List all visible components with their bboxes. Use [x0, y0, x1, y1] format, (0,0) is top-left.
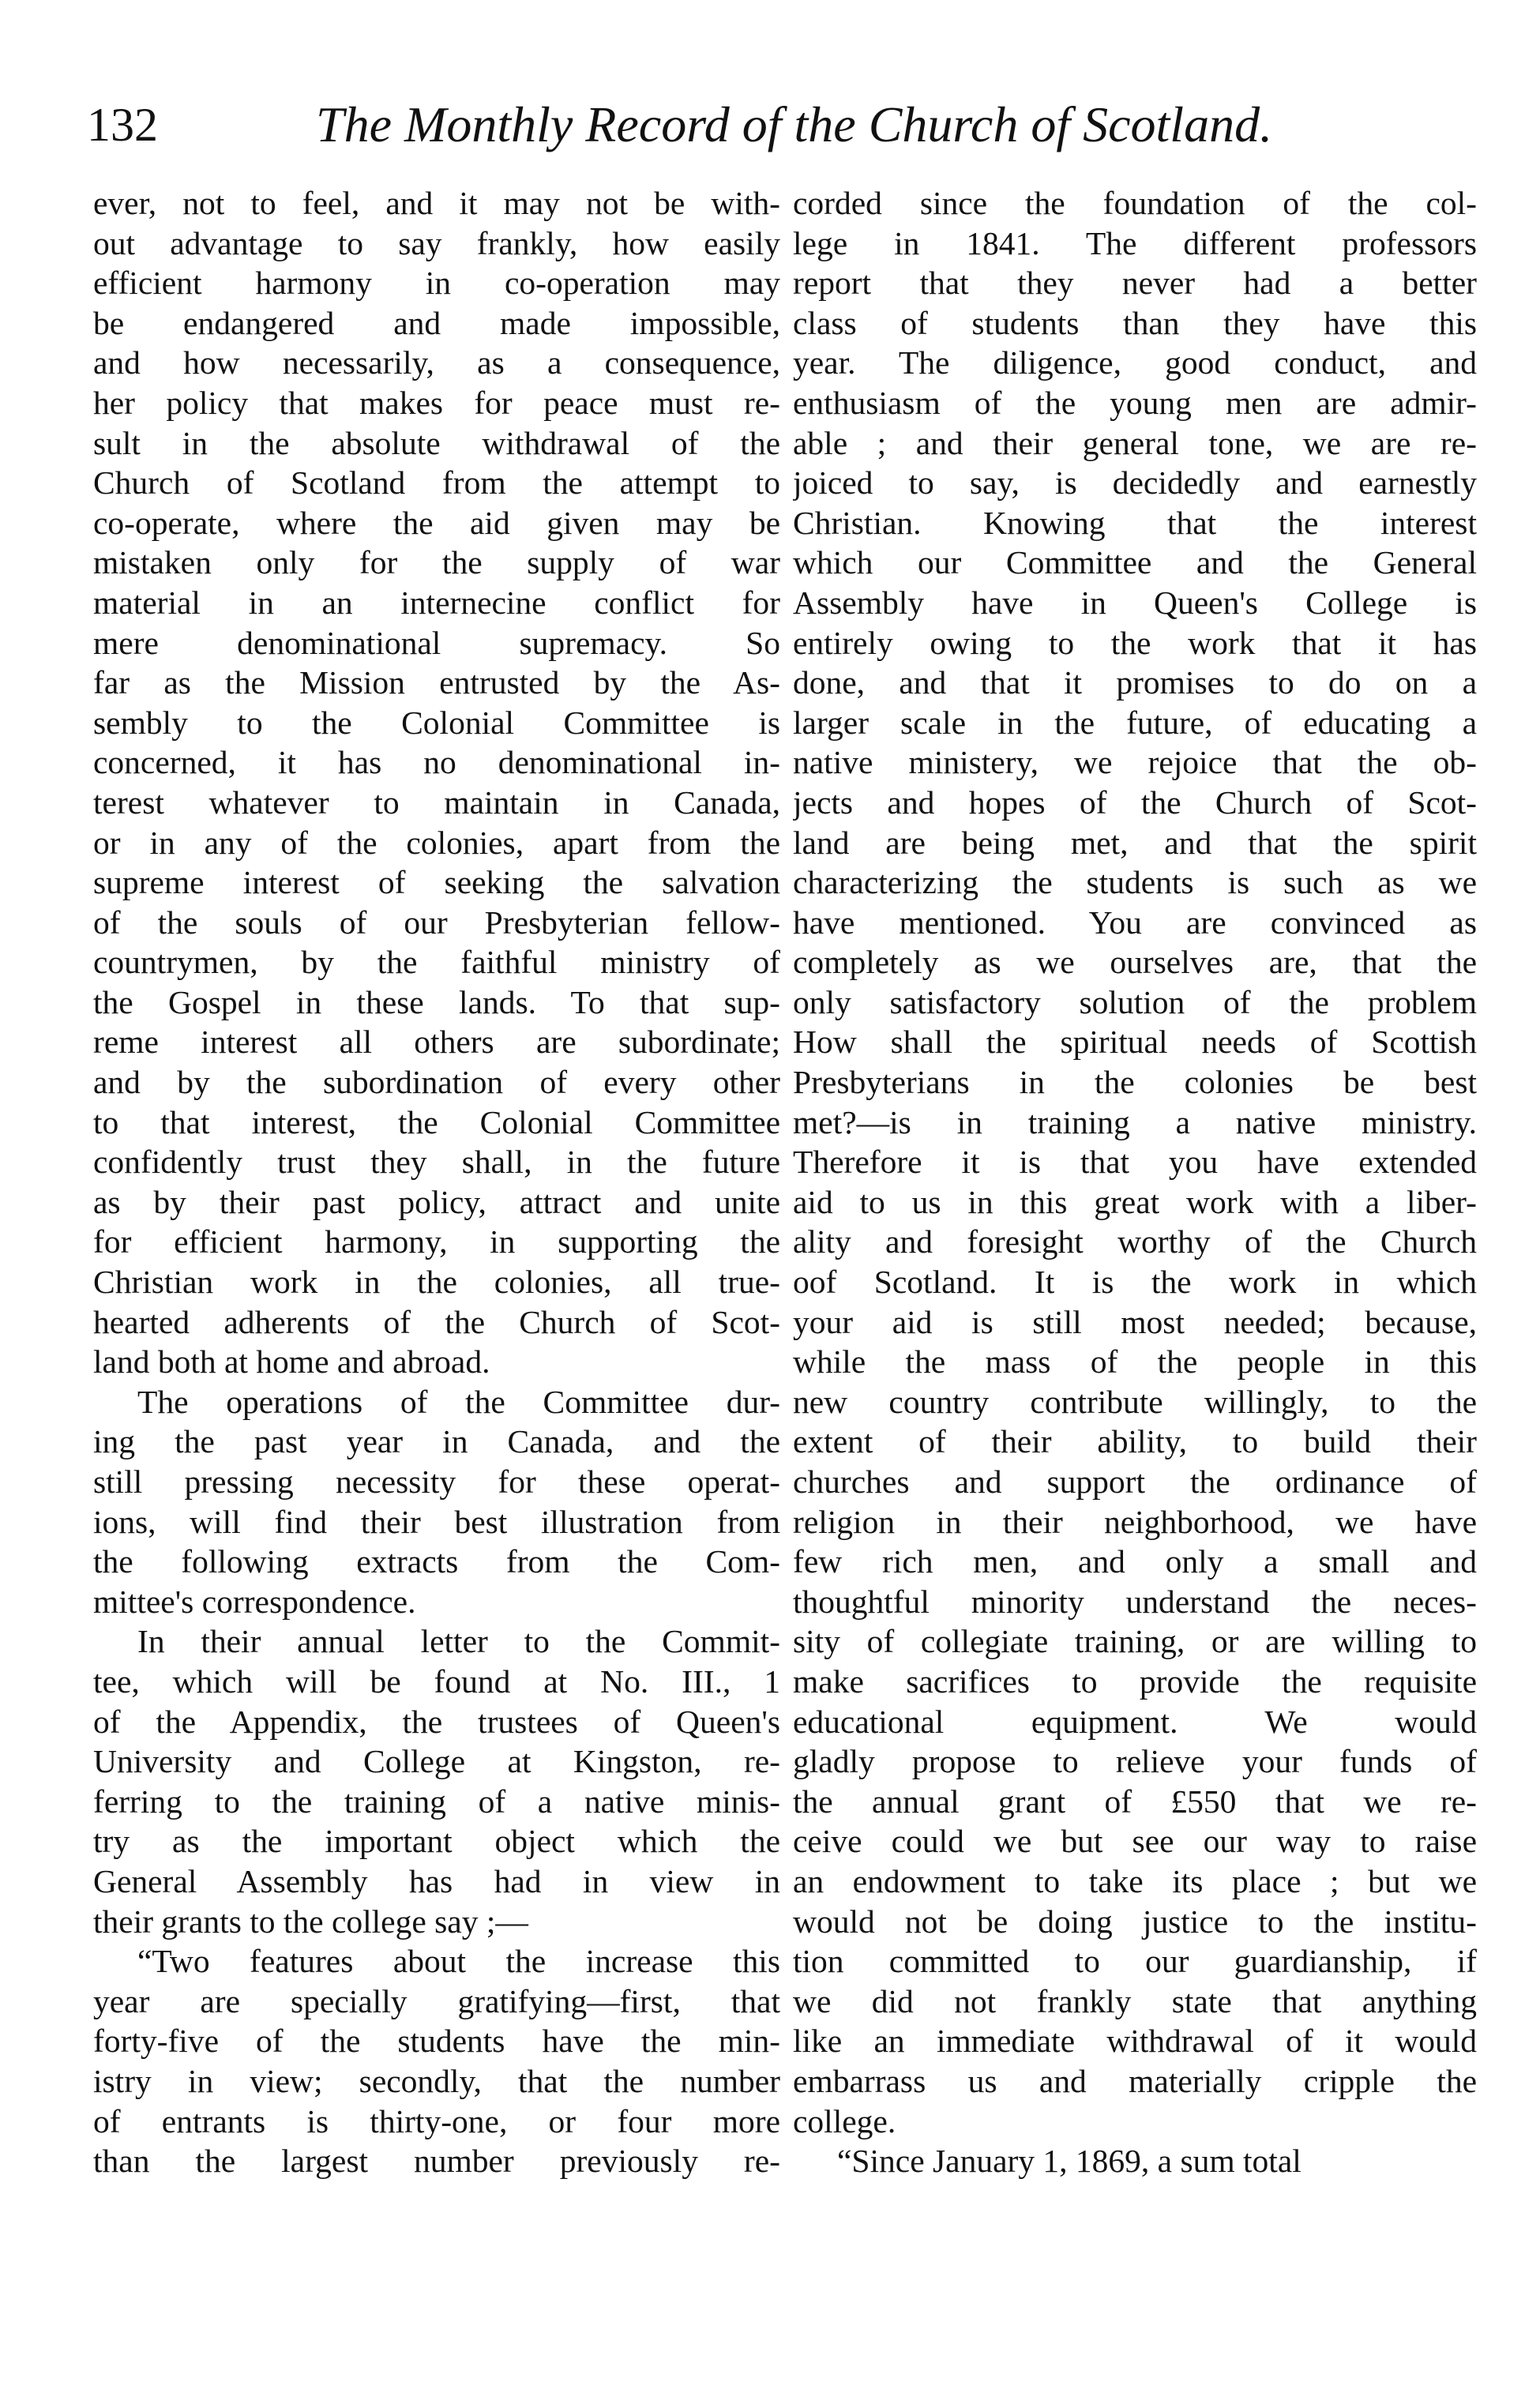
text-line: confidently trust they shall, in the future — [93, 1144, 780, 1181]
text-line: have mentioned. You are convinced as — [793, 903, 1477, 941]
text-line: Christian work in the colonies, all true- — [93, 1264, 780, 1301]
text-line: aid to us in this great work with a liber- — [793, 1183, 1477, 1220]
text-line: efficient harmony in co-operation may — [93, 265, 780, 302]
text-line: mere denominational supremacy. So — [93, 624, 780, 661]
text-line: ality and foresight worthy of the Church — [793, 1223, 1477, 1260]
text-line: “Two features about the increase this — [137, 1943, 780, 1980]
text-line: and how necessarily, as a consequence, — [93, 344, 780, 381]
text-line: year. The diligence, good conduct, and — [793, 344, 1477, 381]
text-line: while the mass of the people in this — [793, 1343, 1477, 1381]
text-line: educational equipment. We would — [793, 1703, 1477, 1740]
text-line: mittee's correspondence. — [93, 1583, 416, 1620]
text-line: sembly to the Colonial Committee is — [93, 704, 780, 741]
text-line: class of students than they have this — [793, 304, 1477, 341]
text-line: churches and support the ordinance of — [793, 1463, 1477, 1500]
text-line: still pressing necessity for these operat- — [93, 1463, 780, 1500]
text-line: Church of Scotland from the attempt to — [93, 464, 780, 502]
text-line: would not be doing justice to the institu- — [793, 1903, 1477, 1940]
text-line: “Since January 1, 1869, a sum total — [837, 2143, 1301, 2180]
text-line: religion in their neighborhood, we have — [793, 1503, 1477, 1540]
text-line: college. — [793, 2102, 896, 2139]
text-line: their grants to the college say ;— — [93, 1903, 528, 1940]
text-line: corded since the foundation of the col- — [793, 185, 1477, 221]
text-line: oof Scotland. It is the work in which — [793, 1264, 1477, 1301]
text-line: like an immediate withdrawal of it would — [793, 2023, 1477, 2060]
text-line: of the Appendix, the trustees of Queen's — [93, 1703, 780, 1740]
text-line: Assembly have in Queen's College is — [793, 584, 1477, 621]
text-line: sult in the absolute withdrawal of the — [93, 424, 780, 461]
text-line: extent of their ability, to build their — [793, 1423, 1477, 1460]
text-line: Therefore it is that you have extended — [793, 1144, 1477, 1181]
text-line: an endowment to take its place ; but we — [793, 1862, 1477, 1899]
running-head — [87, 93, 1461, 164]
text-line: reme interest all others are subordinate; — [93, 1024, 780, 1061]
text-line: thoughtful minority understand the neces- — [793, 1583, 1477, 1620]
text-line: How shall the spiritual needs of Scottish — [793, 1024, 1477, 1061]
text-line: her policy that makes for peace must re- — [93, 384, 780, 421]
text-line: only satisfactory solution of the problem — [793, 983, 1477, 1020]
text-line: new country contribute willingly, to the — [793, 1383, 1477, 1420]
text-line: try as the important object which the — [93, 1823, 780, 1860]
text-line: the annual grant of £550 that we re- — [793, 1783, 1477, 1820]
text-line: ceive could we but see our way to raise — [793, 1823, 1477, 1860]
text-line: or in any of the colonies, apart from the — [93, 824, 780, 861]
text-line: tee, which will be found at No. III., 1 — [93, 1662, 780, 1700]
text-line: General Assembly has had in view in — [93, 1862, 780, 1899]
text-line: terest whatever to maintain in Canada, — [93, 783, 780, 821]
text-line: ing the past year in Canada, and the — [93, 1423, 780, 1460]
text-line: as by their past policy, attract and unite — [93, 1183, 780, 1220]
text-line: done, and that it promises to do on a — [793, 664, 1477, 701]
text-line: co-operate, where the aid given may be — [93, 504, 780, 541]
text-line: supreme interest of seeking the salvation — [93, 864, 780, 901]
text-line: characterizing the students is such as we — [793, 864, 1477, 901]
text-line: land are being met, and that the spirit — [793, 824, 1477, 861]
text-line: land both at home and abroad. — [93, 1343, 490, 1381]
text-line: met?—is in training a native ministry. — [793, 1103, 1477, 1140]
text-line: few rich men, and only a small and — [793, 1543, 1477, 1580]
text-line: University and College at Kingston, re- — [93, 1743, 780, 1780]
text-line: ions, will find their best illustration from — [93, 1503, 780, 1540]
text-line: Christian. Knowing that the interest — [793, 504, 1477, 541]
text-line: countrymen, by the faithful ministry of — [93, 944, 780, 981]
text-line: tion committed to our guardianship, if — [793, 1943, 1477, 1980]
text-line: make sacrifices to provide the requisite — [793, 1662, 1477, 1700]
left-column — [93, 183, 780, 2181]
text-line: than the largest number previously re- — [93, 2143, 780, 2180]
text-line: material in an internecine conflict for — [93, 584, 780, 621]
text-line: sity of collegiate training, or are willing to — [793, 1623, 1477, 1660]
text-line: hearted adherents of the Church of Scot- — [93, 1303, 780, 1340]
text-line: completely as we ourselves are, that the — [793, 944, 1477, 981]
text-line: to that interest, the Colonial Committee — [93, 1103, 780, 1140]
text-line: the following extracts from the Com- — [93, 1543, 780, 1580]
text-line: lege in 1841. The different professors — [793, 224, 1477, 261]
text-line: which our Committee and the General — [793, 544, 1477, 581]
text-line: ferring to the training of a native minis- — [93, 1783, 780, 1820]
text-line: of the souls of our Presbyterian fellow- — [93, 903, 780, 941]
right-column — [793, 183, 1477, 2181]
running-title: The Monthly Record of the Church of Scotland. — [316, 96, 1273, 152]
text-line: year are specially gratifying—first, that — [93, 1982, 780, 2019]
text-line: out advantage to say frankly, how easily — [93, 224, 780, 261]
text-line: joiced to say, is decidedly and earnestly — [793, 464, 1477, 502]
text-line: able ; and their general tone, we are re- — [793, 424, 1477, 461]
text-line: we did not frankly state that anything — [793, 1982, 1477, 2019]
text-line: for efficient harmony, in supporting the — [93, 1223, 780, 1260]
text-line: report that they never had a better — [793, 265, 1477, 302]
text-line: native ministery, we rejoice that the ob- — [793, 744, 1477, 781]
text-line: larger scale in the future, of educating a — [793, 704, 1477, 741]
text-line: the Gospel in these lands. To that sup- — [93, 983, 780, 1020]
text-line: forty-five of the students have the min- — [93, 2023, 780, 2060]
text-line: jects and hopes of the Church of Scot- — [793, 783, 1477, 821]
text-line: far as the Mission entrusted by the As- — [93, 664, 780, 701]
text-line: enthusiasm of the young men are admir- — [793, 384, 1477, 421]
text-line: ever, not to feel, and it may not be with- — [93, 185, 780, 221]
text-line: In their annual letter to the Commit- — [137, 1623, 780, 1660]
page-number: 132 — [87, 99, 158, 151]
text-line: and by the subordination of every other — [93, 1064, 780, 1101]
text-line: gladly propose to relieve your funds of — [793, 1743, 1477, 1780]
text-line: of entrants is thirty-one, or four more — [93, 2102, 780, 2139]
text-line: your aid is still most needed; because, — [793, 1303, 1477, 1340]
text-line: mistaken only for the supply of war — [93, 544, 780, 581]
text-line: The operations of the Committee dur- — [137, 1383, 780, 1420]
text-line: istry in view; secondly, that the number — [93, 2062, 780, 2099]
text-line: Presbyterians in the colonies be best — [793, 1064, 1477, 1101]
text-line: entirely owing to the work that it has — [793, 624, 1477, 661]
text-line: concerned, it has no denominational in- — [93, 744, 780, 781]
text-line: be endangered and made impossible, — [93, 304, 780, 341]
text-line: embarrass us and materially cripple the — [793, 2062, 1477, 2099]
